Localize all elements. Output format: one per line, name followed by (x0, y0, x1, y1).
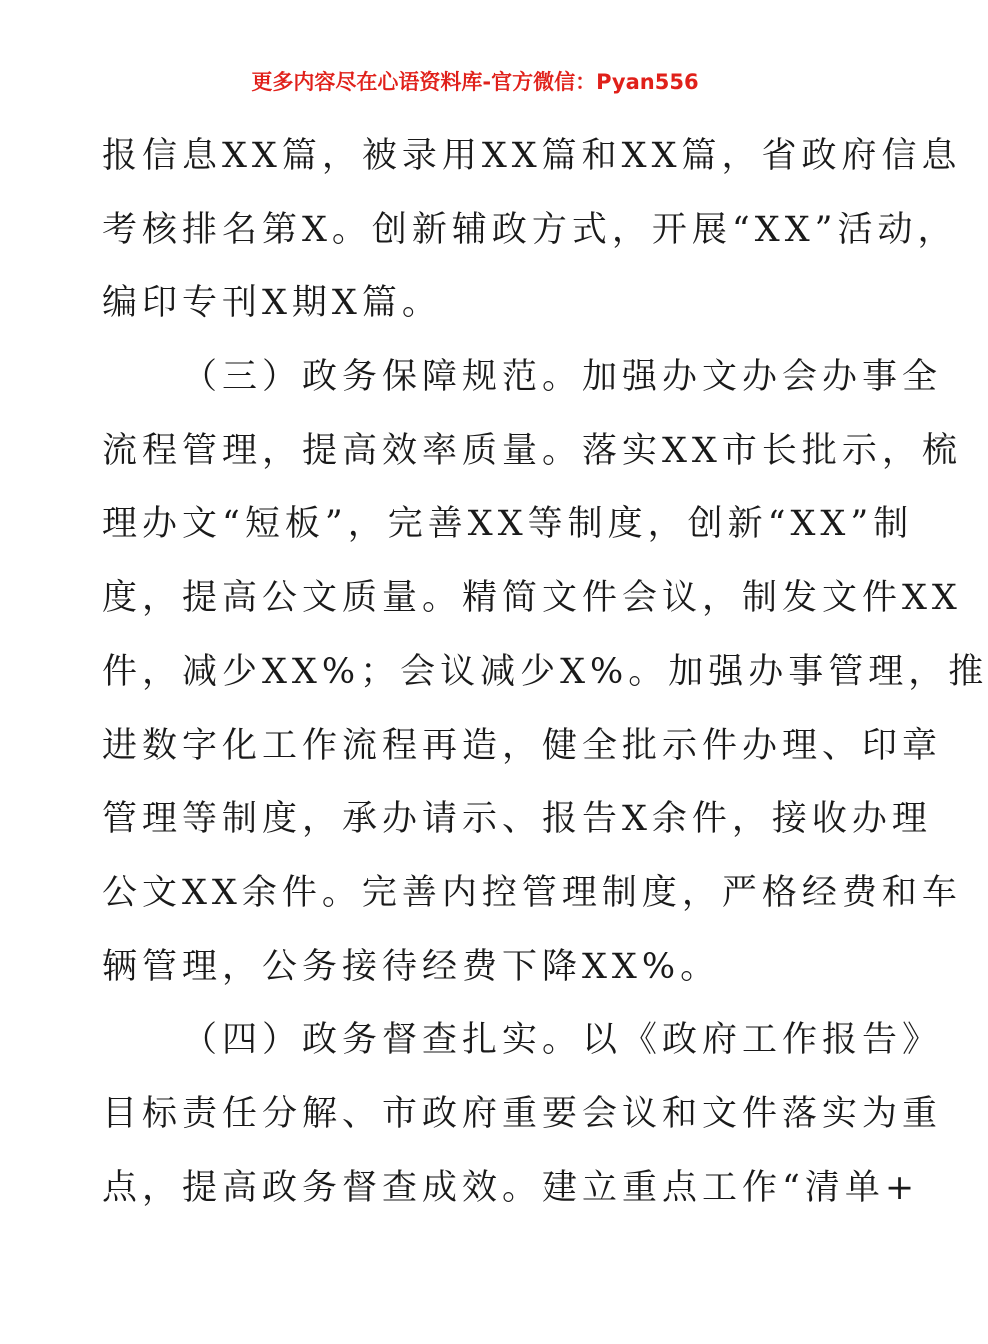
text-line: 理办文“短板”，完善XX等制度，创新“XX”制 (102, 504, 914, 545)
text-line: 辆管理，公务接待经费下降XX%。 (102, 946, 721, 987)
text-line: 点，提高政务督查成效。建立重点工作“清单+ (102, 1167, 920, 1208)
paragraph-heading-line: （四）政务督查扎实。以《政府工作报告》 (182, 1020, 943, 1061)
text-line: 进数字化工作流程再造，健全批示件办理、印章 (102, 725, 943, 766)
watermark-header: 更多内容尽在心语资料库-官方微信：Pyan556 (251, 70, 699, 94)
text-line: 目标责任分解、市政府重要会议和文件落实为重 (102, 1093, 943, 1134)
text-line: 公文XX余件。完善内控管理制度，严格经费和车 (102, 872, 962, 913)
text-line: 管理等制度，承办请示、报告X余件，接收办理 (102, 799, 932, 840)
text-line: 考核排名第X。创新辅政方式，开展“XX”活动， (102, 209, 958, 250)
text-line: 流程管理，提高效率质量。落实XX市长批示，梳 (102, 430, 962, 471)
text-line: 度，提高公文质量。精简文件会议，制发文件XX (102, 578, 962, 619)
text-line: 编印专刊X期X篇。 (102, 283, 442, 324)
text-line: 件，减少XX%；会议减少X%。加强办事管理，推 (102, 651, 988, 692)
document-body (102, 120, 988, 1225)
text-line: 报信息XX篇，被录用XX篇和XX篇，省政府信息 (102, 136, 962, 176)
paragraph-heading-line: （三）政务保障规范。加强办文办会办事全 (182, 357, 943, 398)
